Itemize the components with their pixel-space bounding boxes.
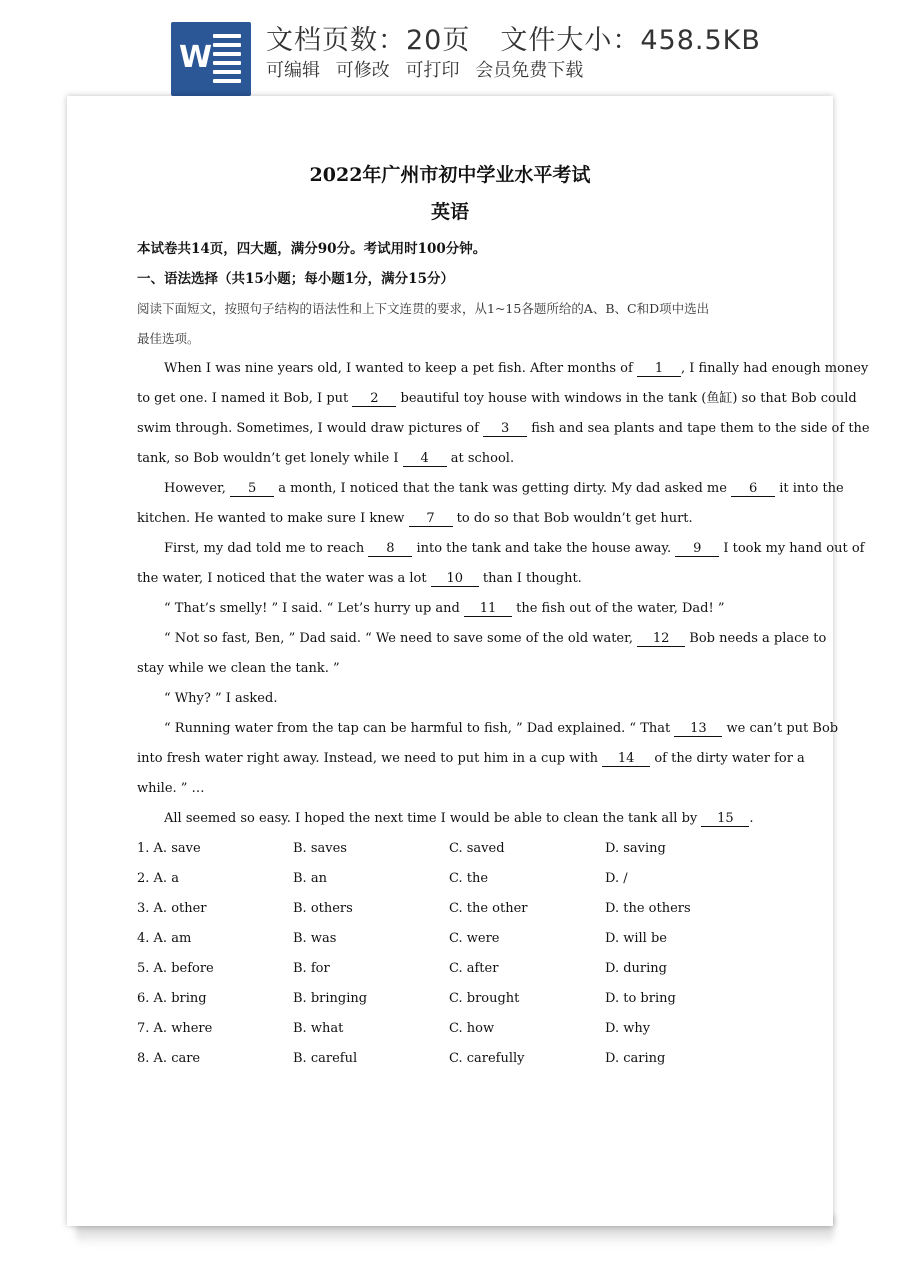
passage-line	[137, 384, 857, 414]
option-choice: B. for	[293, 961, 330, 976]
passage-text: fish and sea plants and tape them to the side of the	[527, 421, 870, 436]
exam-subject: 英语	[430, 201, 469, 223]
answer-blank: 2	[352, 392, 396, 407]
passage-text: swim through. Sometimes, I would draw pictures of	[137, 421, 484, 436]
passage-line	[137, 744, 805, 774]
exam-title: 2022年广州市初中学业水平考试	[309, 164, 591, 186]
passage-text: I took my hand out of	[719, 541, 865, 556]
passage-text: “ Not so fast, Ben, ” Dad said. “ We need to save some of the old water,	[164, 631, 638, 646]
instructions-line: 阅读下面短文，按照句子结构的语法性和上下文连贯的要求，从1~15各题所给的A、B、C和D项中选出	[137, 301, 710, 316]
option-choice: 2. A. a	[137, 871, 179, 886]
passage-line	[137, 624, 827, 654]
option-choice: 6. A. bring	[137, 991, 207, 1006]
option-choice: C. after	[449, 961, 499, 976]
passage-text: Bob needs a place to	[685, 631, 827, 646]
passage-text: the water, I noticed that the water was a lot	[137, 571, 431, 586]
answer-blank: 11	[464, 602, 512, 617]
feature-editable: 可编辑	[266, 60, 320, 81]
passage-text: to get one. I named it Bob, I put	[137, 391, 353, 406]
option-choice: D. /	[605, 871, 628, 886]
answer-blank: 9	[675, 542, 719, 557]
exam-info: 本试卷共14页，四大题，满分90分。考试用时100分钟。	[137, 241, 487, 257]
answer-blank: 8	[368, 542, 412, 557]
option-choice: C. saved	[449, 841, 505, 856]
word-document-icon	[171, 22, 251, 96]
passage-text: we can’t put Bob	[722, 721, 839, 736]
passage-text: into fresh water right away. Instead, we need to put him in a cup with	[137, 751, 603, 766]
feature-free-download[interactable]: 会员免费下载	[475, 60, 584, 81]
feature-printable: 可打印	[405, 60, 460, 81]
answer-blank: 5	[230, 482, 274, 497]
option-row	[137, 1014, 763, 1044]
option-choice: C. were	[449, 931, 500, 946]
passage-text: , I finally had enough money	[680, 361, 869, 376]
passage-text: than I thought.	[478, 571, 582, 586]
option-choice: 4. A. am	[137, 931, 192, 946]
passage-text: to do so that Bob wouldn’t get hurt.	[452, 511, 693, 526]
passage-text: of the dirty water for a	[650, 751, 805, 766]
answer-blank: 4	[403, 452, 447, 467]
section-title: 一、语法选择（共15小题；每小题1分，满分15分）	[137, 271, 454, 287]
download-banner	[0, 0, 900, 96]
answer-blank: 1	[637, 362, 681, 377]
word-letter: W	[179, 40, 212, 75]
passage-text: while. ” …	[137, 781, 205, 796]
option-row	[137, 924, 763, 954]
option-row	[137, 954, 763, 984]
passage-text: tank, so Bob wouldn’t get lonely while I	[137, 451, 403, 466]
answer-blank: 15	[701, 812, 749, 827]
passage-line	[137, 534, 865, 564]
option-choice: 8. A. care	[137, 1051, 201, 1066]
option-choice: D. why	[605, 1021, 651, 1036]
option-row	[137, 894, 763, 924]
answer-blank: 12	[637, 632, 685, 647]
answer-blank: 14	[602, 752, 650, 767]
option-row	[137, 1044, 763, 1074]
passage-text: into the tank and take the house away.	[412, 541, 676, 556]
option-row	[137, 984, 763, 1014]
option-choice: D. saving	[605, 841, 666, 856]
passage-text: a month, I noticed that the tank was getting dirty. My dad asked me	[274, 481, 732, 496]
passage-text: the fish out of the water, Dad! ”	[511, 601, 725, 616]
passage-line	[137, 564, 763, 594]
passage-text: “ Running water from the tap can be harmful to fish, ” Dad explained. “ That	[164, 721, 675, 736]
passage-line	[137, 684, 763, 714]
page-count: 文档页数：20页	[266, 25, 471, 56]
passage-text: However,	[164, 481, 231, 496]
doc-lines-icon	[213, 34, 241, 86]
options-table	[137, 834, 763, 1074]
option-choice: 1. A. save	[137, 841, 201, 856]
passage-text: “ Why? ” I asked.	[164, 691, 278, 706]
file-info	[266, 18, 761, 57]
passage-text: First, my dad told me to reach	[164, 541, 369, 556]
option-choice: C. brought	[449, 991, 520, 1006]
option-choice: C. how	[449, 1021, 495, 1036]
option-choice: B. what	[293, 1021, 344, 1036]
feature-modifiable: 可修改	[335, 60, 390, 81]
option-choice: B. saves	[293, 841, 347, 856]
option-choice: B. others	[293, 901, 353, 916]
option-choice: C. the other	[449, 901, 528, 916]
passage-line	[137, 594, 763, 624]
passage-text: When I was nine years old, I wanted to keep a pet fish. After months of	[164, 361, 637, 376]
passage-text: at school.	[446, 451, 515, 466]
option-choice: B. careful	[293, 1051, 358, 1066]
option-choice: D. to bring	[605, 991, 676, 1006]
passage-text: beautiful toy house with windows in the tank (鱼缸) so that Bob could	[396, 391, 857, 406]
passage-line	[137, 474, 844, 504]
passage-text: kitchen. He wanted to make sure I knew	[137, 511, 409, 526]
option-choice: D. the others	[605, 901, 691, 916]
option-choice: D. caring	[605, 1051, 666, 1066]
file-size: 文件大小：458.5KB	[500, 25, 761, 56]
answer-blank: 13	[674, 722, 722, 737]
passage-text: “ That’s smelly! ” I said. “ Let’s hurry up and	[164, 601, 464, 616]
answer-blank: 7	[409, 512, 453, 527]
feature-list	[266, 56, 593, 82]
passage	[137, 354, 870, 834]
option-choice: D. will be	[605, 931, 667, 946]
option-choice: B. was	[293, 931, 337, 946]
option-choice: B. bringing	[293, 991, 368, 1006]
passage-line	[137, 774, 763, 804]
option-choice: B. an	[293, 871, 327, 886]
option-choice: D. during	[605, 961, 667, 976]
document-page	[67, 96, 870, 1226]
option-row	[137, 834, 763, 864]
instructions-line: 最佳选项。	[137, 331, 200, 346]
document-content	[137, 158, 870, 1074]
option-choice: 7. A. where	[137, 1021, 213, 1036]
passage-line	[137, 714, 839, 744]
passage-line	[137, 414, 870, 444]
option-choice: 5. A. before	[137, 961, 214, 976]
passage-line	[137, 804, 763, 834]
option-choice: C. the	[449, 871, 489, 886]
passage-text: .	[749, 811, 754, 826]
option-row	[137, 864, 763, 894]
answer-blank: 3	[483, 422, 527, 437]
passage-line	[137, 504, 763, 534]
passage-line	[137, 354, 869, 384]
option-choice: C. carefully	[449, 1051, 525, 1066]
passage-line	[137, 654, 763, 684]
answer-blank: 10	[431, 572, 479, 587]
option-choice: 3. A. other	[137, 901, 207, 916]
passage-text: it into the	[775, 481, 844, 496]
passage-text: All seemed so easy. I hoped the next time I would be able to clean the tank all by	[164, 811, 702, 826]
passage-line	[137, 444, 763, 474]
answer-blank: 6	[731, 482, 775, 497]
passage-text: stay while we clean the tank. ”	[137, 661, 340, 676]
